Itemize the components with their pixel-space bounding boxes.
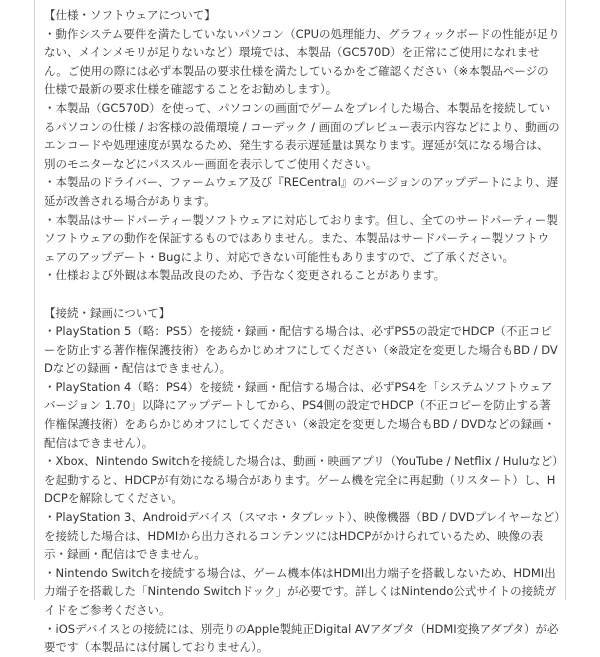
list-item: ・PlayStation 3、Androidデバイス（スマホ・タブレット）、映像機器（BD / DVDプレイヤーなど）を接続した場合は、HDMIから出力されるコンテンツにはHDCPがかけられているため、映像の表示・録画・配信はできません。 xyxy=(44,510,560,562)
list-item: ・Nintendo Switchを接続する場合は、ゲーム機本体はHDMI出力端子を搭載しないため、HDMI出力端子を搭載した「Nintendo Switchドック」が必要です。詳しくはNintendo公式サイトの接続ガイドをご参考ください。 xyxy=(44,565,557,617)
list-item: ・PlayStation 5（略：PS5）を接続・録画・配信する場合は、必ずPS5の設定でHDCP（不正コピーを防止する著作権保護技術）をあらかじめオフにしてください（※設定を変更した場合もBD / DVDなどの録画・配信はできません）。 xyxy=(44,324,558,376)
list-item: ・iOSデバイスとの接続には、別売りのApple製純正Digital AVアダプタ（HDMI変換アダプタ）が必要です（本製品には付属しておりません）。 xyxy=(44,621,559,655)
list-item: ・本製品（GC570D）を使って、パソコンの画面でゲームをプレイした場合、本製品を接続しているパソコンの仕様 / お客様の設備環境 / コーデック / 画面のプレビュー表示内容などにより、動画のエンコードや処理速度が異なるため、発生する表示遅延量は異なります。遅延が気になる場合は、別のモニターなどにパススルー画面を表示してご使用ください。 xyxy=(44,100,560,171)
list-item: ・PlayStation 4（略：PS4）を接続・録画・配信する場合は、必ずPS4を「システムソフトウェアバージョン 1.70」以降にアップデートしてから、PS4側の設定でHDCP（不正コピーを防止する著作権保護技術）をあらかじめオフにしてください（※設定を変更した場合もBD / DVDなどの録画・配信はできません）。 xyxy=(44,379,556,450)
product-notes xyxy=(44,6,560,657)
list-item: ・動作システム要件を満たしていないパソコン（CPUの処理能力、グラフィックボードの性能が足りない、メインメモリが足りないなど）環境では、本製品（GC570D）を正常にご使用になれません。ご使用の際には必ず本製品の要求仕様を満たしているかをご確認ください（※本製品ページの仕様で最新の要求仕様を確認することをお勧めします）。 xyxy=(44,26,560,97)
list-item: ・本製品はサードパーティー製ソフトウェアに対応しております。但し、全てのサードパーティー製ソフトウェアの動作を保証するものではありません。また、本製品はサードパーティー製ソフトウェアのアップデート・Bugにより、対応できない可能性もありますので、ご了承ください。 xyxy=(44,212,558,264)
section-spacer xyxy=(44,285,560,304)
section-heading-specs: 【仕様・ソフトウェアについて】 xyxy=(44,8,216,22)
list-item: ・本製品のドライバー、ファームウェア及び『RECentral』のバージョンのアップデートにより、遅延が改善される場合があります。 xyxy=(44,175,559,208)
list-item: ・Xbox、Nintendo Switchを接続した場合は、動画・映画アプリ（YouTube / Netflix / Huluなど）を起動すると、HDCPが有効になる場合があります。ゲーム機を完全に再起動（リスタート）し、HDCPを解除してください。 xyxy=(44,454,558,506)
section-heading-connection: 【接続・録画について】 xyxy=(44,305,171,320)
list-item: ・仕様および外観は本製品改良のため、予告なく変更されることがあります。 xyxy=(44,268,446,283)
